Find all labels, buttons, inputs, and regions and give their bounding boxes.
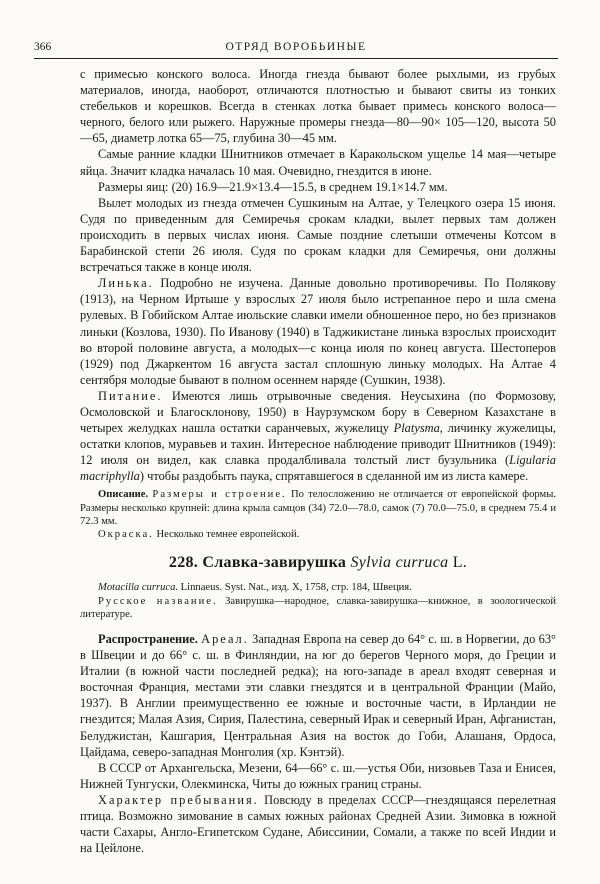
size-text: По телосложению не отличается от европейской формы. Размеры несколько крупней: длина крыла самцов (34) 72.0—78.0, самок (7) 70.0—75.0, в среднем 75.4 и 72.3 мм. <box>80 489 556 527</box>
description-size <box>80 488 556 528</box>
molt-heading: Линька. <box>98 276 154 291</box>
paragraph-clutch-dates: Самые ранние кладки Шнитников отмечает в Каракольском ущелье 14 мая—четыре яйца. Значит кладка началась 10 мая. Очевидно, гнездится в июне. <box>80 147 556 178</box>
diet-taxon-platysma: Platysma <box>393 421 440 436</box>
paragraph-residency <box>80 792 556 856</box>
areal-heading: Ареал. <box>201 631 249 646</box>
residency-heading: Характер пребывания. <box>98 792 259 807</box>
synonym-reference: Linnaeus. Syst. Nat., изд. X, 1758, стр. 184, Швеция. <box>178 582 412 594</box>
paragraph-nest-materials: с примесью конского волоса. Иногда гнезда бывают более рыхлыми, из грубых материалов, иногда, наоборот, отличаются плотностью и бывают свиты из тонких стебельков и корешков. Всегда в стенках лотка бывает примесь конского волоса—черного, белого или рыжего. Наружные промеры гнезда—80—90× 105—120, высота 50—65, диаметр лотка 65—75, глубина 30—45 мм. <box>80 67 556 146</box>
diet-heading: Питание. <box>98 388 163 403</box>
paragraph-egg-sizes: Размеры яиц: (20) 16.9—21.9×13.4—15.5, в среднем 19.1×14.7 мм. <box>98 179 448 194</box>
running-header <box>34 38 558 59</box>
diet-text-a: Имеются лишь отрывочные сведения. Неусыхина (по Формозову, Осмоловской и Благосклонову, 1950) в Наурзумском бору в Северном Казахстане в четырех желудках нашла остатки саранчевых, жужелицу <box>80 388 556 436</box>
species-number-name: 228. Славка-завирушка <box>168 554 351 572</box>
paragraph-ussr-range: В СССР от Архангельска, Мезени, 64—66° с. ш.—устья Оби, низовьев Таза и Енисея, Нижней Тунгуски, Олекминска, Читы до южных границ страны. <box>80 760 556 791</box>
color-heading: Окраска. <box>98 529 154 541</box>
molt-text: Подробно не изучена. Данные довольно противоречивы. По Полякову (1913), на Черном Иртыше у взрослых 27 июля было истрепанное перо и шла смена рулевых. В Гобийском Алтае июльские славки имели обношенное перо, но без признаков линьки (Козлова, 1930). По Иванову (1940) в Таджикистане линька взрослых происходит во второй половине августа, а молодых—с конца июля по конец августа. Шестоперов (1929) под Джаркентом 16 августа застал сплошную линьку молодых. На Алтае 4 сентября молодые бывают в полном осеннем наряде (Сушкин, 1938). <box>80 276 556 387</box>
description-label: Описание. <box>98 489 149 501</box>
diet-taxon-ligularia: Ligularia macriphylla <box>80 453 556 484</box>
running-title: ОТРЯД ВОРОБЬИНЫЕ <box>225 41 367 53</box>
page-number: 366 <box>34 41 52 53</box>
areal-text: Западная Европа на север до 64° с. ш. в Норвегии, до 63° в Швеции и до 66° с. ш. в Финляндии, на юг до берегов Черного моря, до Греции и Италии (в южной части последней редка); на юго-западе в ареал входят северная и восточная Франция, местами эти славки гнездятся и в центральной Франции (Майо, 1937). В Англии преимущественно ее южные и восточные части, в Ирландии не гнездится; Малая Азия, Сирия, Палестина, северный Ирак и северный Иран, Афганистан, Белуджистан, Кашгария, Центральная Азия на восток до Гоби, Алашаня, Ордоса, Цайдама, северо-западная Монголия (хр. Кэнтэй). <box>80 631 556 759</box>
species-scientific-name: Sylvia curruca <box>350 554 449 572</box>
species-title <box>80 555 556 571</box>
diet-text-c: ) чтобы раздобыть паука, спрятавшегося в сделанной им из листа камере. <box>139 469 529 484</box>
paragraph-fledging: Вылет молодых из гнезда отмечен Сушкиным на Алтае, у Телецкого озера 15 июня. Судя по приведенным для Семиречья срокам кладки, вылет первых там должен происходить в первых числах июня. Самые поздние слетыши отмечены Котсом в Барабинской степи 26 июля. Судя по срокам кладки для Семиречья, они должны встречаться также в конце июля. <box>80 195 556 275</box>
size-heading: Размеры и строение. <box>152 489 287 501</box>
synonym-entry <box>80 581 556 594</box>
diet-text-b: , личинку жужелицы, остатки клопов, муравьев и тахин. Интересное наблюдение приводит Шнитников (1949): 12 июля он видел, как славка продалбливала толстый лист бузульника ( <box>80 421 556 468</box>
paragraph-diet <box>80 388 556 485</box>
synonymy-block <box>80 581 556 621</box>
species-author: L. <box>448 554 468 572</box>
color-text: Несколько темнее европейской. <box>153 529 300 541</box>
page-body <box>80 66 556 856</box>
description-color <box>80 528 556 541</box>
russian-name-text: Завирушка—народное, славка-завирушка—книжное, в зоологической литературе. <box>80 595 556 620</box>
distribution-label: Распространение. <box>98 631 198 646</box>
paragraph-molt <box>80 275 556 388</box>
residency-text: Повсюду в пределах СССР—гнездящаяся перелетная птица. Возможно зимование в самых южных районах Средней Азии. Зимовка в южной части Сахары, Англо-Египетском Судане, Абиссинии, Сомали, а также по всей Индии и на Цейлоне. <box>80 792 556 856</box>
russian-name-heading: Русское название. <box>98 595 218 607</box>
russian-name-entry <box>80 595 556 621</box>
synonym-scientific-name: Motacilla curruca. <box>98 582 179 594</box>
description-block <box>80 488 556 541</box>
paragraph-range <box>80 631 556 760</box>
